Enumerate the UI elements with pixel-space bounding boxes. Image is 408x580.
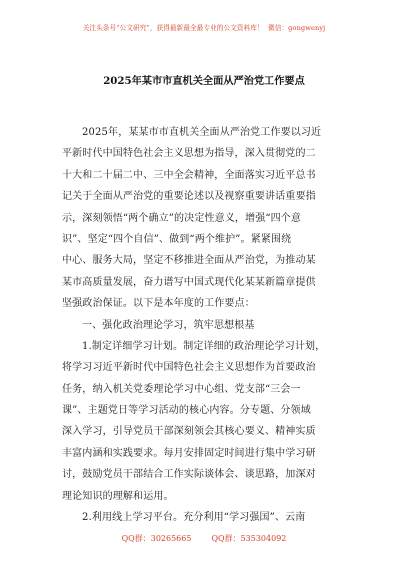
body-line: 记关于全面从严治党的重要论述以及视察重要讲话重要指	[62, 191, 316, 203]
header-promo-text: 关注头条号“公文研究”，获得最新最全最专业的公文资料库！	[82, 24, 264, 32]
body-line: 2025年，某某市市直机关全面从严治党工作要以习近	[82, 127, 322, 138]
body-line: 坚强政治保证。以下是本年度的工作要点：	[62, 298, 255, 310]
qq-group-2: QQ群：535304092	[211, 534, 287, 543]
body-line: 理论知识的理解和运用。	[62, 490, 174, 502]
body-line: 某市高质量发展，奋力谱写中国式现代化某某新篇章提供	[62, 276, 316, 288]
body-line: 课”、主题党日等学习活动的核心内容。分专题、分领域	[62, 405, 311, 417]
body-line: 讨，鼓励党员干部结合工作实际谈体会、谈思路，加深对	[62, 469, 316, 481]
document-title: 2025年某市市直机关全面从严治党工作要点	[103, 75, 305, 87]
footer-contact	[0, 533, 408, 544]
qq-group-1: QQ群：30265665	[121, 534, 192, 543]
section-heading: 一、强化政治理论学习，筑牢思想根基	[82, 319, 255, 331]
body-line: 1.制定详细学习计划。制定详细的政治理论学习计划，	[82, 340, 326, 352]
body-line: 平新时代中国特色社会主义思想为指导，深入贯彻党的二	[62, 148, 316, 160]
body-line: 示，深刻领悟“两个确立”的决定性意义，增强“四个意	[62, 212, 302, 224]
body-line: 十大和二十届二中、三中全会精神，全面落实习近平总书	[62, 169, 316, 181]
body-line: 识”、坚定“四个自信”、做到“两个维护”。紧紧围绕	[62, 233, 292, 245]
body-line: 深入学习，引导党员干部深刻领会其核心要义、精神实质	[62, 426, 316, 438]
document-body	[62, 122, 346, 528]
body-line: 中心、服务大局，坚定不移推进全面从严治党，为推动某	[62, 255, 316, 267]
header-banner	[0, 22, 408, 32]
body-line: 将学习习近平新时代中国特色社会主义思想作为首要政治	[62, 362, 316, 374]
body-line: 任务，纳入机关党委理论学习中心组、党支部“三会一	[62, 383, 301, 395]
header-wechat-text: 微信：gongwenyj	[268, 24, 326, 32]
body-line: 2.利用线上学习平台。充分利用“学习强国”、云南	[82, 512, 306, 524]
body-line: 丰富内涵和实践要求。每月安排固定时间进行集中学习研	[62, 447, 316, 459]
